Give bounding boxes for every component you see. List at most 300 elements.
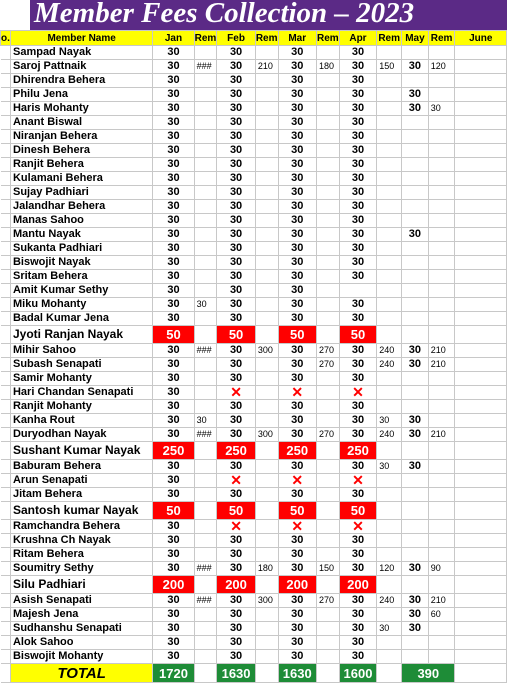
fee-cell: 30 xyxy=(278,144,317,158)
fee-cell: 30 xyxy=(217,298,256,312)
table-row xyxy=(1,520,507,534)
fee-cell: 30 xyxy=(217,158,256,172)
table-row xyxy=(1,214,507,228)
member-name: Amit Kumar Sethy xyxy=(10,284,152,298)
fee-cell xyxy=(455,534,507,548)
remaining-cell xyxy=(255,534,278,548)
fee-cell: 50 xyxy=(153,502,194,520)
remaining-cell xyxy=(377,102,402,116)
remaining-cell xyxy=(428,88,455,102)
member-name: Badal Kumar Jena xyxy=(10,312,152,326)
fee-cell: 30 xyxy=(153,594,194,608)
fee-cell: 30 xyxy=(278,344,317,358)
member-name: Sukanta Padhiari xyxy=(10,242,152,256)
remaining-cell xyxy=(377,372,402,386)
remaining-cell xyxy=(317,622,340,636)
remaining-cell xyxy=(317,386,340,400)
member-name: Jitam Behera xyxy=(10,488,152,502)
fee-cell: 30 xyxy=(278,534,317,548)
fee-cell: 30 xyxy=(217,534,256,548)
table-row xyxy=(1,270,507,284)
fee-cell: 30 xyxy=(153,200,194,214)
fee-cell: 30 xyxy=(278,228,317,242)
table-row xyxy=(1,442,507,460)
remaining-cell xyxy=(317,88,340,102)
unpaid-x-mark: ✕ xyxy=(217,386,256,400)
remaining-cell xyxy=(377,158,402,172)
fee-cell xyxy=(455,400,507,414)
remaining-cell xyxy=(194,576,217,594)
fee-cell xyxy=(455,520,507,534)
fee-cell: 30 xyxy=(153,256,194,270)
remaining-cell xyxy=(194,650,217,664)
remaining-cell: 270 xyxy=(317,344,340,358)
fee-cell: 50 xyxy=(153,326,194,344)
member-name: Kanha Rout xyxy=(10,414,152,428)
member-name: Duryodhan Nayak xyxy=(10,428,152,442)
remaining-cell xyxy=(255,474,278,488)
remaining-cell xyxy=(428,548,455,562)
remaining-cell: 270 xyxy=(317,594,340,608)
fee-cell: 30 xyxy=(153,158,194,172)
remaining-cell: ### xyxy=(194,60,217,74)
remaining-cell xyxy=(317,442,340,460)
remaining-cell xyxy=(255,158,278,172)
fee-cell xyxy=(402,298,429,312)
fee-cell: 30 xyxy=(339,200,377,214)
fee-cell xyxy=(455,488,507,502)
table-row xyxy=(1,312,507,326)
fee-cell xyxy=(402,400,429,414)
fee-cell: 30 xyxy=(217,594,256,608)
remaining-cell xyxy=(428,400,455,414)
remaining-cell xyxy=(255,502,278,520)
member-name: Sampad Nayak xyxy=(10,46,152,60)
fee-cell: 30 xyxy=(339,186,377,200)
fee-cell: 30 xyxy=(339,622,377,636)
fee-cell: 30 xyxy=(402,562,429,576)
remaining-cell xyxy=(317,284,340,298)
remaining-cell xyxy=(428,228,455,242)
table-row xyxy=(1,88,507,102)
table-row xyxy=(1,414,507,428)
remaining-cell xyxy=(194,172,217,186)
member-name: Samir Mohanty xyxy=(10,372,152,386)
fee-cell xyxy=(455,650,507,664)
fee-cell xyxy=(402,386,429,400)
fee-cell xyxy=(455,502,507,520)
remaining-cell xyxy=(317,172,340,186)
table-row xyxy=(1,594,507,608)
fee-cell xyxy=(402,144,429,158)
unpaid-x-mark: ✕ xyxy=(278,386,317,400)
member-name: Jalandhar Behera xyxy=(10,200,152,214)
fee-cell xyxy=(402,130,429,144)
fee-cell: 30 xyxy=(339,460,377,474)
table-row xyxy=(1,386,507,400)
remaining-cell xyxy=(428,372,455,386)
fee-cell: 30 xyxy=(339,344,377,358)
table-row xyxy=(1,358,507,372)
remaining-cell xyxy=(255,326,278,344)
remaining-cell xyxy=(255,386,278,400)
member-name: Ranjit Behera xyxy=(10,158,152,172)
remaining-cell xyxy=(377,326,402,344)
member-name: Ritam Behera xyxy=(10,548,152,562)
header-jan: Jan xyxy=(153,31,194,46)
member-name: Mantu Nayak xyxy=(10,228,152,242)
remaining-cell: 150 xyxy=(317,562,340,576)
fee-cell xyxy=(455,172,507,186)
fee-cell: 30 xyxy=(278,298,317,312)
remaining-cell xyxy=(194,46,217,60)
table-row xyxy=(1,534,507,548)
fee-cell xyxy=(402,650,429,664)
fee-cell xyxy=(402,534,429,548)
fee-cell: 30 xyxy=(153,186,194,200)
fee-cell xyxy=(455,442,507,460)
remaining-cell xyxy=(377,186,402,200)
member-name: Dhirendra Behera xyxy=(10,74,152,88)
fee-cell xyxy=(402,116,429,130)
fee-cell: 30 xyxy=(217,428,256,442)
remaining-cell xyxy=(428,650,455,664)
remaining-cell: 30 xyxy=(377,414,402,428)
remaining-cell xyxy=(428,298,455,312)
remaining-cell: 180 xyxy=(317,60,340,74)
member-name: Majesh Jena xyxy=(10,608,152,622)
remaining-cell xyxy=(317,46,340,60)
fee-cell xyxy=(455,200,507,214)
fee-cell: 30 xyxy=(278,650,317,664)
remaining-cell xyxy=(428,256,455,270)
fee-cell: 30 xyxy=(339,172,377,186)
fee-cell: 30 xyxy=(339,144,377,158)
member-name: Sushant Kumar Nayak xyxy=(10,442,152,460)
remaining-cell xyxy=(428,442,455,460)
remaining-cell xyxy=(428,116,455,130)
fee-cell: 30 xyxy=(153,130,194,144)
fee-cell: 30 xyxy=(153,548,194,562)
fee-cell: 30 xyxy=(339,636,377,650)
remaining-cell xyxy=(194,312,217,326)
remaining-cell xyxy=(317,256,340,270)
remaining-cell xyxy=(255,214,278,228)
remaining-cell xyxy=(194,608,217,622)
fee-cell: 30 xyxy=(217,228,256,242)
remaining-cell xyxy=(317,576,340,594)
fee-cell: 30 xyxy=(278,312,317,326)
member-name: Silu Padhiari xyxy=(10,576,152,594)
fee-cell: 30 xyxy=(217,46,256,60)
fee-cell: 30 xyxy=(402,228,429,242)
remaining-cell: 240 xyxy=(377,344,402,358)
remaining-cell xyxy=(194,102,217,116)
fee-cell: 30 xyxy=(153,562,194,576)
remaining-cell xyxy=(317,242,340,256)
remaining-cell xyxy=(428,414,455,428)
remaining-cell xyxy=(317,474,340,488)
fee-cell: 30 xyxy=(278,428,317,442)
remaining-cell xyxy=(317,400,340,414)
fee-cell: 30 xyxy=(278,622,317,636)
remaining-cell xyxy=(317,228,340,242)
member-name: Kulamani Behera xyxy=(10,172,152,186)
table-row xyxy=(1,46,507,60)
remaining-cell xyxy=(194,548,217,562)
remaining-cell xyxy=(255,130,278,144)
remaining-cell xyxy=(255,460,278,474)
remaining-cell xyxy=(317,520,340,534)
fee-cell: 30 xyxy=(339,256,377,270)
fee-cell: 30 xyxy=(217,562,256,576)
remaining-cell xyxy=(194,158,217,172)
table-row xyxy=(1,200,507,214)
table-row xyxy=(1,548,507,562)
fee-cell xyxy=(455,386,507,400)
member-name: Niranjan Behera xyxy=(10,130,152,144)
fee-cell xyxy=(455,594,507,608)
fee-cell: 30 xyxy=(402,344,429,358)
fee-cell: 30 xyxy=(339,214,377,228)
remaining-cell xyxy=(317,608,340,622)
remaining-cell: 210 xyxy=(428,428,455,442)
fee-cell: 250 xyxy=(153,442,194,460)
fee-cell: 30 xyxy=(217,200,256,214)
header-sno: o. xyxy=(1,32,10,44)
fee-cell: 30 xyxy=(153,46,194,60)
fee-cell: 30 xyxy=(278,186,317,200)
remaining-cell xyxy=(317,326,340,344)
fee-cell xyxy=(402,256,429,270)
fee-cell: 30 xyxy=(217,116,256,130)
fee-cell: 30 xyxy=(153,400,194,414)
remaining-cell xyxy=(255,270,278,284)
header-apr: Apr xyxy=(339,31,377,46)
fee-cell: 30 xyxy=(339,608,377,622)
fee-cell xyxy=(455,636,507,650)
remaining-cell: 300 xyxy=(255,344,278,358)
fee-cell: 30 xyxy=(339,60,377,74)
remaining-cell xyxy=(194,372,217,386)
fee-cell: 30 xyxy=(402,102,429,116)
remaining-cell xyxy=(194,74,217,88)
member-name: Saroj Pattnaik xyxy=(10,60,152,74)
fee-cell: 30 xyxy=(217,74,256,88)
fee-cell xyxy=(455,116,507,130)
remaining-cell xyxy=(377,46,402,60)
fee-cell xyxy=(402,172,429,186)
fee-cell: 30 xyxy=(153,460,194,474)
remaining-cell xyxy=(194,358,217,372)
remaining-cell xyxy=(377,284,402,298)
fee-cell: 30 xyxy=(402,358,429,372)
fee-cell: 30 xyxy=(217,372,256,386)
remaining-cell xyxy=(377,548,402,562)
remaining-cell: 240 xyxy=(377,358,402,372)
fee-cell: 50 xyxy=(217,326,256,344)
remaining-cell xyxy=(194,130,217,144)
fee-cell xyxy=(455,414,507,428)
fee-cell: 30 xyxy=(153,344,194,358)
remaining-cell xyxy=(317,650,340,664)
header-rem-feb: Rem xyxy=(255,32,278,44)
unpaid-x-mark: ✕ xyxy=(278,474,317,488)
fee-cell xyxy=(455,284,507,298)
remaining-cell: 240 xyxy=(377,428,402,442)
remaining-cell: 30 xyxy=(194,298,217,312)
fee-cell: 30 xyxy=(153,270,194,284)
fee-cell: 30 xyxy=(153,88,194,102)
fee-cell: 30 xyxy=(278,102,317,116)
remaining-cell xyxy=(377,534,402,548)
remaining-cell xyxy=(377,214,402,228)
remaining-cell xyxy=(194,474,217,488)
member-name: Arun Senapati xyxy=(10,474,152,488)
fee-cell: 30 xyxy=(339,46,377,60)
remaining-cell: 30 xyxy=(428,102,455,116)
total-label: TOTAL xyxy=(10,664,152,683)
unpaid-x-mark: ✕ xyxy=(217,474,256,488)
fee-cell: 30 xyxy=(339,312,377,326)
remaining-cell xyxy=(428,284,455,298)
remaining-cell xyxy=(255,636,278,650)
remaining-cell xyxy=(428,46,455,60)
remaining-cell: 210 xyxy=(428,344,455,358)
remaining-cell xyxy=(317,502,340,520)
fee-cell: 200 xyxy=(339,576,377,594)
fee-cell xyxy=(402,372,429,386)
table-row xyxy=(1,502,507,520)
fee-cell: 30 xyxy=(153,242,194,256)
remaining-cell xyxy=(194,200,217,214)
remaining-cell xyxy=(377,312,402,326)
remaining-cell xyxy=(255,312,278,326)
remaining-cell xyxy=(194,144,217,158)
fee-cell: 30 xyxy=(402,414,429,428)
member-name: Philu Jena xyxy=(10,88,152,102)
fee-cell: 30 xyxy=(217,242,256,256)
remaining-cell xyxy=(377,200,402,214)
fee-cell: 30 xyxy=(153,358,194,372)
remaining-cell xyxy=(428,576,455,594)
remaining-cell: 270 xyxy=(317,358,340,372)
fee-cell: 30 xyxy=(217,270,256,284)
remaining-cell xyxy=(377,172,402,186)
fee-cell xyxy=(455,474,507,488)
fee-cell: 30 xyxy=(217,256,256,270)
remaining-cell xyxy=(317,298,340,312)
fee-cell: 30 xyxy=(217,460,256,474)
remaining-cell xyxy=(255,372,278,386)
unpaid-x-mark: ✕ xyxy=(278,520,317,534)
remaining-cell xyxy=(377,636,402,650)
remaining-cell xyxy=(428,74,455,88)
member-name: Santosh kumar Nayak xyxy=(10,502,152,520)
fee-cell xyxy=(455,130,507,144)
fee-cell: 30 xyxy=(278,548,317,562)
remaining-cell xyxy=(255,488,278,502)
remaining-cell: ### xyxy=(194,344,217,358)
fee-cell: 30 xyxy=(339,358,377,372)
fee-cell: 50 xyxy=(339,326,377,344)
member-name: Anant Biswal xyxy=(10,116,152,130)
remaining-cell xyxy=(255,256,278,270)
remaining-cell xyxy=(255,228,278,242)
fee-cell: 30 xyxy=(402,60,429,74)
fee-cell: 30 xyxy=(278,358,317,372)
fee-cell: 50 xyxy=(278,326,317,344)
fee-cell xyxy=(455,60,507,74)
fee-cell xyxy=(339,284,377,298)
fee-cell: 30 xyxy=(278,130,317,144)
fee-cell xyxy=(402,46,429,60)
fee-cell: 30 xyxy=(217,102,256,116)
remaining-cell xyxy=(428,200,455,214)
remaining-cell xyxy=(428,636,455,650)
fee-cell: 30 xyxy=(339,372,377,386)
remaining-cell xyxy=(194,460,217,474)
fee-cell xyxy=(455,344,507,358)
fee-cell xyxy=(402,442,429,460)
remaining-cell xyxy=(317,186,340,200)
remaining-cell xyxy=(377,116,402,130)
fee-cell xyxy=(402,200,429,214)
fee-cell xyxy=(455,102,507,116)
fee-cell: 30 xyxy=(217,358,256,372)
table-row xyxy=(1,144,507,158)
fee-cell: 30 xyxy=(153,636,194,650)
remaining-cell xyxy=(194,622,217,636)
remaining-cell xyxy=(317,200,340,214)
remaining-cell: ### xyxy=(194,562,217,576)
remaining-cell xyxy=(194,116,217,130)
fee-cell xyxy=(455,144,507,158)
remaining-cell: 270 xyxy=(317,428,340,442)
fee-cell xyxy=(402,326,429,344)
fee-cell xyxy=(455,460,507,474)
fee-cell: 30 xyxy=(339,242,377,256)
fee-cell xyxy=(455,256,507,270)
fee-cell xyxy=(402,242,429,256)
remaining-cell xyxy=(428,242,455,256)
table-row xyxy=(1,428,507,442)
remaining-cell xyxy=(255,200,278,214)
table-row xyxy=(1,608,507,622)
remaining-cell: ### xyxy=(194,594,217,608)
remaining-cell xyxy=(428,270,455,284)
remaining-cell xyxy=(317,74,340,88)
member-name: Alok Sahoo xyxy=(10,636,152,650)
remaining-cell xyxy=(194,228,217,242)
fee-cell xyxy=(402,502,429,520)
remaining-cell: 210 xyxy=(428,358,455,372)
remaining-cell xyxy=(377,488,402,502)
remaining-cell: 180 xyxy=(255,562,278,576)
member-name: Sritam Behera xyxy=(10,270,152,284)
fee-cell: 30 xyxy=(402,88,429,102)
member-name: Miku Mohanty xyxy=(10,298,152,312)
table-row xyxy=(1,622,507,636)
remaining-cell: 240 xyxy=(377,594,402,608)
fee-cell: 30 xyxy=(278,116,317,130)
table-row xyxy=(1,344,507,358)
fee-cell xyxy=(455,562,507,576)
fee-cell: 30 xyxy=(217,172,256,186)
fee-cell: 30 xyxy=(339,400,377,414)
header-may: May xyxy=(402,31,429,46)
fee-cell: 30 xyxy=(217,488,256,502)
